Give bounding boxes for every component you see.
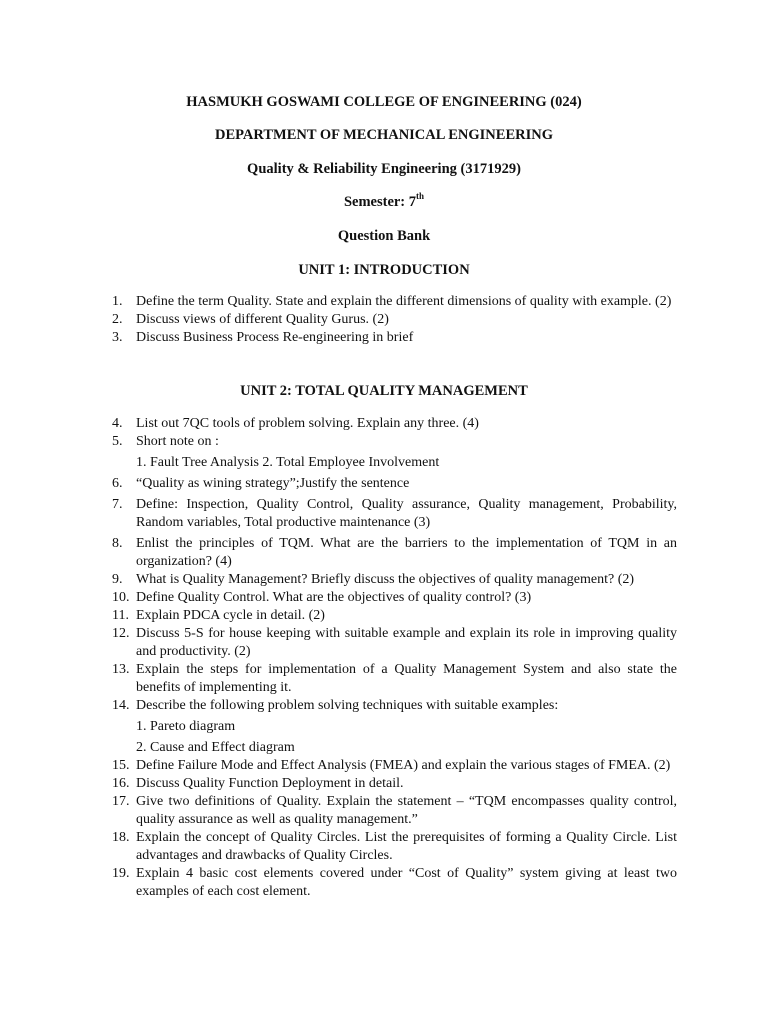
question-item	[112, 433, 677, 472]
question-item	[112, 757, 677, 775]
document-title: Question Bank	[337, 228, 431, 244]
question-text: Define the term Quality. State and explain the different dimensions of quality with example. (2)	[136, 294, 672, 309]
question-text: List out 7QC tools of problem solving. Explain any three. (4)	[136, 416, 479, 431]
question-number: 10.	[112, 590, 130, 605]
question-item	[112, 865, 677, 901]
question-text: Discuss Business Process Re-engineering in brief	[136, 330, 414, 345]
question-item	[112, 697, 677, 757]
subject-title: Quality & Reliability Engineering (3171929)	[247, 161, 521, 177]
question-number: 9.	[112, 572, 123, 587]
department-name: DEPARTMENT OF MECHANICAL ENGINEERING	[215, 127, 553, 143]
question-item	[112, 607, 677, 625]
question-number: 18.	[112, 830, 130, 845]
question-text: Explain 4 basic cost elements covered under “Cost of Quality” system giving at least two examples of each cost element.	[136, 866, 677, 899]
question-item	[112, 625, 677, 661]
question-text: Define Failure Mode and Effect Analysis (FMEA) and explain the various stages of FMEA. (2)	[136, 758, 671, 773]
question-item	[112, 661, 677, 697]
question-text: “Quality as wining strategy”;Justify the sentence	[136, 476, 410, 491]
question-number: 15.	[112, 758, 130, 773]
unit-1-heading: UNIT 1: INTRODUCTION	[298, 262, 470, 278]
question-item	[112, 415, 677, 433]
question-text: Explain the concept of Quality Circles. List the prerequisites of forming a Quality Circle. List advantages and drawbacks of Quality Circles.	[136, 830, 677, 863]
question-number: 3.	[112, 330, 123, 345]
question-text: Define Quality Control. What are the objectives of quality control? (3)	[136, 590, 532, 605]
question-number: 14.	[112, 698, 130, 713]
question-number: 16.	[112, 776, 130, 791]
question-number: 11.	[112, 608, 129, 623]
question-item	[112, 829, 677, 865]
question-text: Discuss 5-S for house keeping with suitable example and explain its role in improving quality and productivity. (2)	[136, 626, 677, 659]
question-number: 13.	[112, 662, 130, 677]
question-text: Explain the steps for implementation of a Quality Management System and also state the benefits of implementing it.	[136, 662, 677, 695]
question-text: Define: Inspection, Quality Control, Quality assurance, Quality management, Probability, Random variables, Total productive maintenance (3)	[136, 497, 677, 530]
unit-1-question-list	[112, 293, 677, 347]
question-item	[112, 311, 677, 329]
question-text: Short note on :	[136, 434, 219, 449]
question-item	[112, 293, 677, 311]
question-text: Explain PDCA cycle in detail. (2)	[136, 608, 325, 623]
question-number: 4.	[112, 416, 123, 431]
question-text: Discuss views of different Quality Gurus. (2)	[136, 312, 389, 327]
sub-item: 1. Fault Tree Analysis 2. Total Employee Involvement	[136, 455, 440, 470]
question-item	[112, 329, 677, 347]
question-item	[112, 589, 677, 607]
sub-item: 1. Pareto diagram	[136, 719, 236, 734]
question-text: Discuss Quality Function Deployment in detail.	[136, 776, 404, 791]
question-number: 7.	[112, 497, 123, 512]
question-number: 12.	[112, 626, 130, 641]
question-number: 19.	[112, 866, 130, 881]
college-name: HASMUKH GOSWAMI COLLEGE OF ENGINEERING (024)	[186, 94, 582, 110]
question-text: What is Quality Management? Briefly discuss the objectives of quality management? (2)	[136, 572, 635, 587]
question-item	[112, 571, 677, 589]
question-text: Describe the following problem solving techniques with suitable examples:	[136, 698, 559, 713]
question-text: Give two definitions of Quality. Explain the statement – “TQM encompasses quality control, quality assurance as well as quality management.”	[136, 794, 677, 827]
question-item	[112, 775, 677, 793]
question-number: 6.	[112, 476, 123, 491]
question-number: 1.	[112, 294, 123, 309]
question-number: 17.	[112, 794, 130, 809]
unit-2-question-list	[112, 415, 677, 901]
question-item	[112, 496, 677, 532]
sub-item: 2. Cause and Effect diagram	[136, 740, 295, 755]
unit-2-heading: UNIT 2: TOTAL QUALITY MANAGEMENT	[240, 383, 528, 399]
question-item	[112, 475, 677, 493]
question-text: Enlist the principles of TQM. What are the barriers to the implementation of TQM in an organization? (4)	[136, 536, 677, 569]
semester-line	[0, 193, 768, 211]
question-item	[112, 535, 677, 571]
question-number: 8.	[112, 536, 123, 551]
question-number: 5.	[112, 434, 123, 449]
question-item	[112, 793, 677, 829]
question-number: 2.	[112, 312, 123, 327]
semester-suffix: th	[416, 191, 425, 202]
semester-label: Semester: 7	[343, 194, 417, 210]
